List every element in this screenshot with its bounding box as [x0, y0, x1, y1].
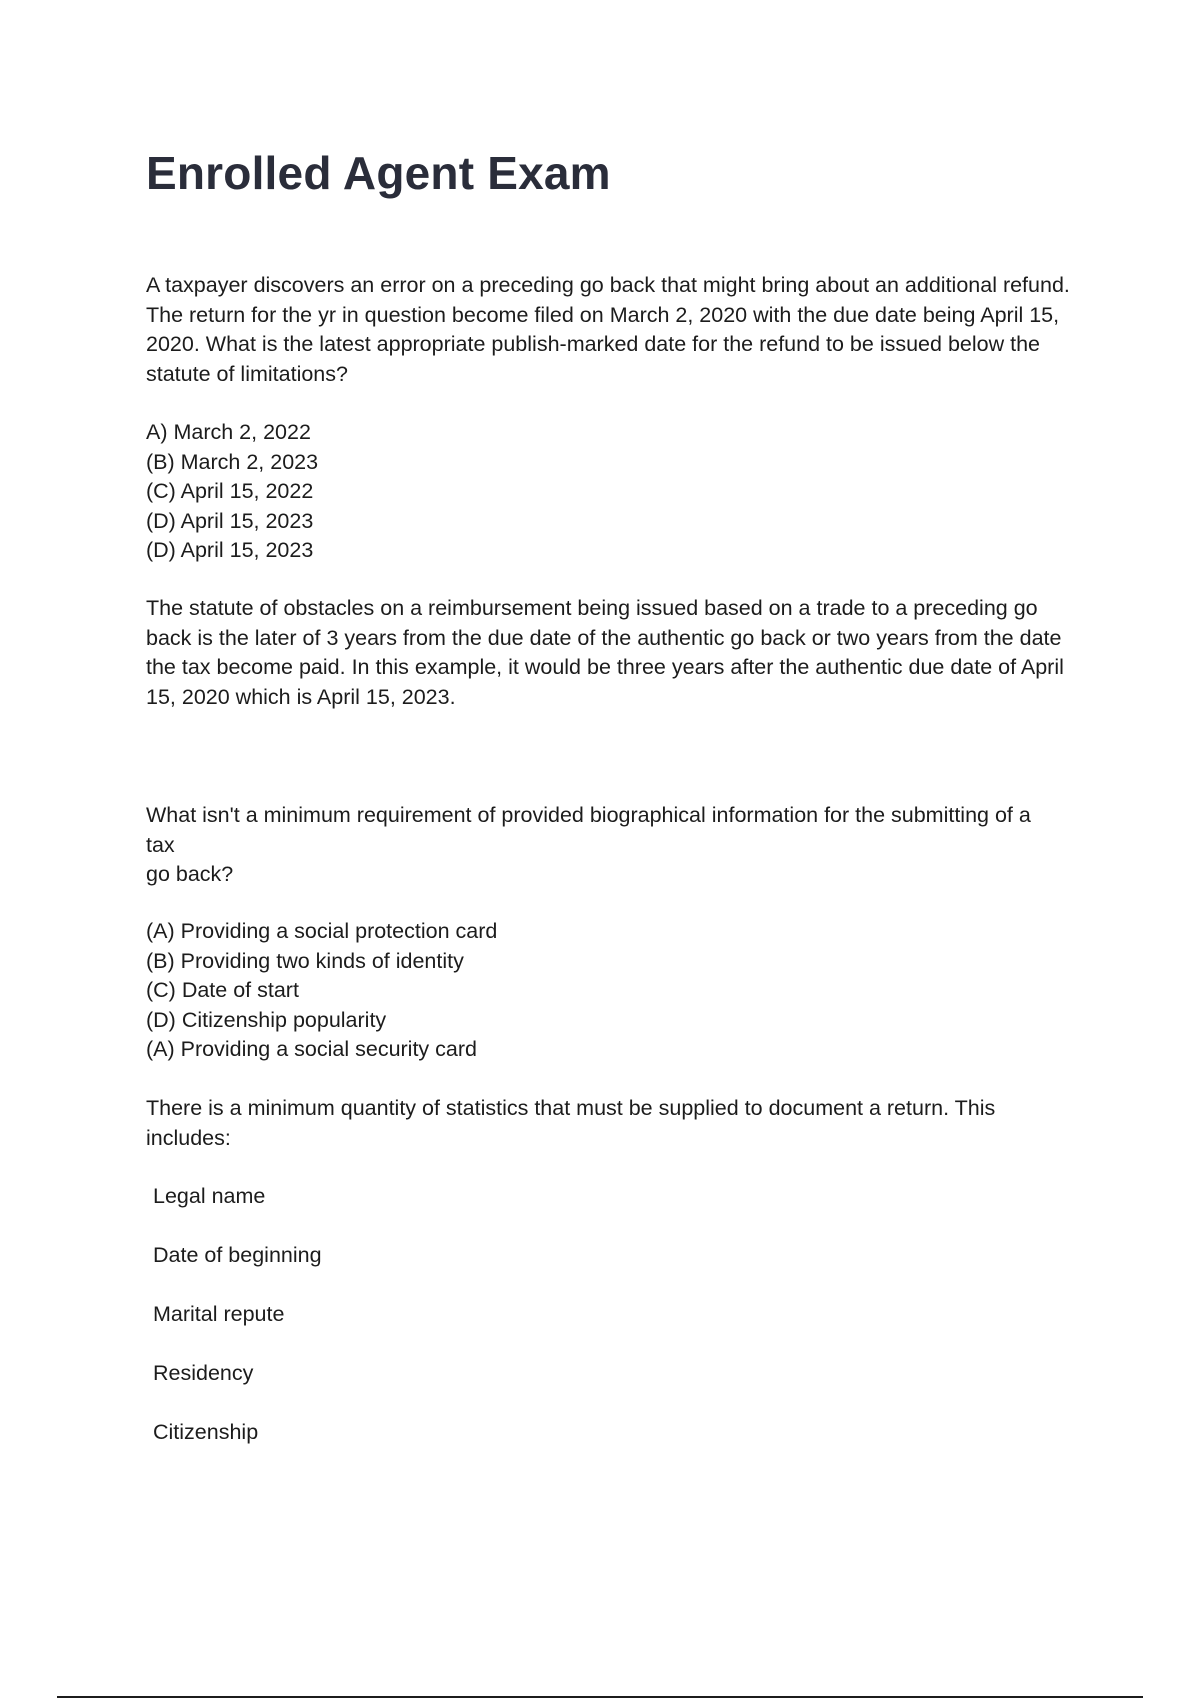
question-2-options [146, 917, 497, 1065]
requirement-item: Marital repute [153, 1302, 285, 1326]
question-1-explanation: The statute of obstacles on a reimbursement being issued based on a trade to a preceding go back is the later of 3 years from the due date of the authentic go back or two years from the date the tax become paid. In this example, it would be three years after the authentic due date of April 15, 2020 which is April 15, 2023. [146, 596, 1064, 709]
page-title: Enrolled Agent Exam [146, 147, 611, 199]
bottom-divider [57, 1696, 1143, 1698]
requirements-list [153, 1181, 322, 1476]
question-2-option: (B) Providing two kinds of identity [146, 948, 464, 973]
question-1-option: (D) April 15, 2023 [146, 538, 314, 562]
requirement-item: Residency [153, 1361, 254, 1385]
question-2-option: (A) Providing a social protection card [146, 919, 498, 943]
question-2-option: (C) Date of start [146, 978, 299, 1002]
question-1-option: A) March 2, 2022 [146, 420, 311, 444]
question-2-text-line: go back? [146, 862, 234, 886]
question-1-option: (B) March 2, 2023 [146, 449, 319, 474]
question-1-option: (D) April 15, 2023 [146, 508, 314, 533]
question-2-option: (D) Citizenship popularity [146, 1007, 387, 1032]
requirement-item: Date of beginning [153, 1243, 322, 1267]
question-1-option: (C) April 15, 2022 [146, 479, 314, 503]
requirement-item: Citizenship [153, 1420, 259, 1444]
requirement-item: Legal name [153, 1184, 266, 1208]
question-2-option: (A) Providing a social security card [146, 1037, 477, 1061]
question-2-explanation: There is a minimum quantity of statistics that must be supplied to document a return. This includes: [146, 1096, 996, 1150]
question-2-text-line: What isn't a minimum requirement of provided biographical information for the submitting of a [146, 803, 1031, 827]
question-1-text: A taxpayer discovers an error on a preceding go back that might bring about an additional refund. The return for the yr in question become filed on March 2, 2020 with the due date being April 15, 2020. What is the latest appropriate publish-marked date for the refund to be issued below the statute of limitations? [146, 273, 1070, 386]
question-2-text-line: tax [146, 832, 175, 857]
question-1-options [146, 418, 318, 566]
question-2-text [146, 801, 1086, 890]
